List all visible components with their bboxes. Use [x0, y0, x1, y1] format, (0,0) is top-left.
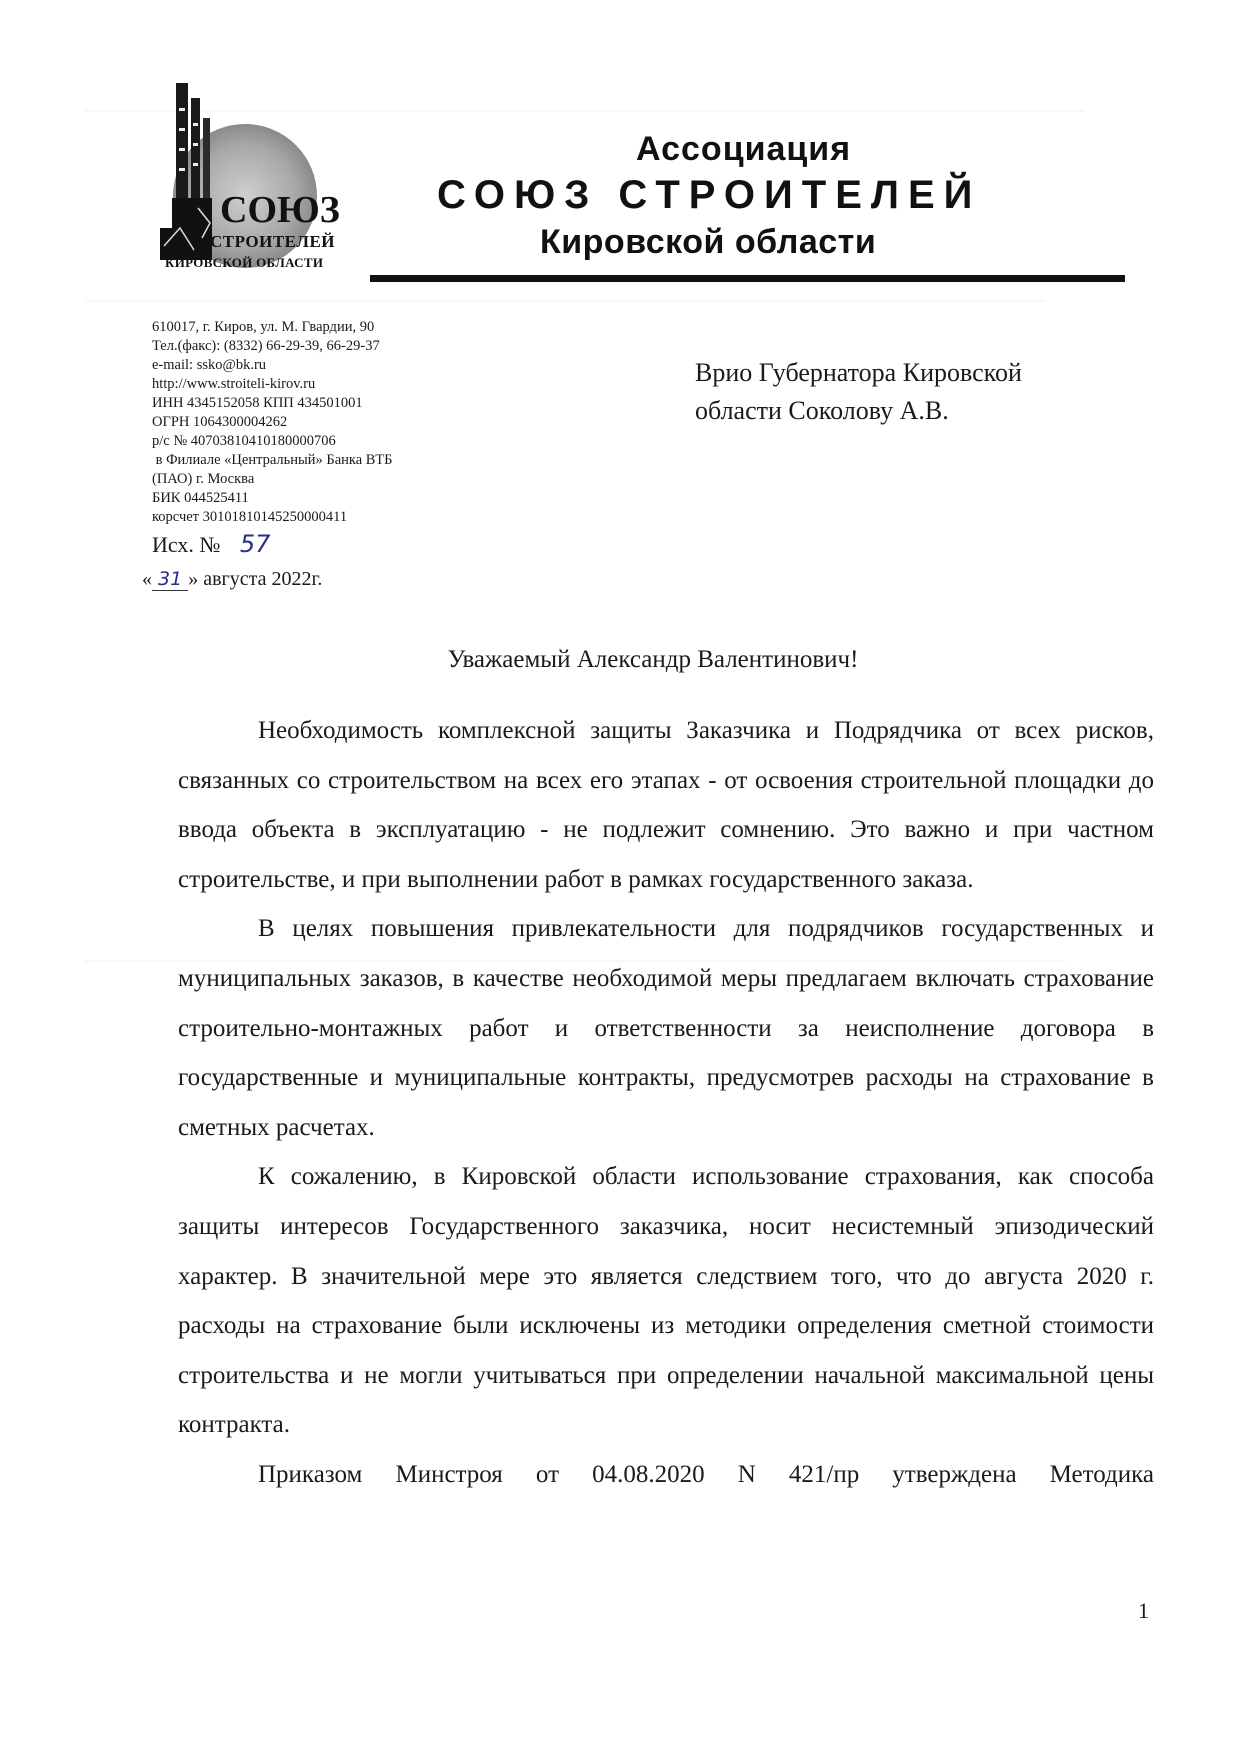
outgoing-number-label: Исх. №	[152, 532, 221, 557]
requisite-line: (ПАО) г. Москва	[152, 471, 255, 487]
requisite-line: ОГРН 1064300004262	[152, 414, 288, 430]
requisites-block	[152, 318, 392, 527]
requisite-line: e-mail: ssko@bk.ru	[152, 357, 267, 373]
date-open-quote: «	[142, 568, 152, 590]
body-paragraph: В целях повышения привлекательности для подрядчиков государственных и муниципальных заказов, в качестве необходимой меры предлагаем включать страхование строительно-монтажных работ и ответственности за неисполнение договора в государственные и муниципальные контракты, предусмотрев расходы на страхование в сметных расчетах.	[178, 915, 1154, 1141]
date-rest: » августа 2022г.	[188, 568, 323, 590]
page-number: 1	[1138, 1598, 1149, 1623]
letter-date	[142, 568, 322, 591]
outgoing-number-value: 57	[239, 530, 271, 558]
logo-word-region: КИРОВСКОЙ ОБЛАСТИ	[165, 255, 324, 270]
requisite-line: http://www.stroiteli-kirov.ru	[152, 376, 316, 392]
body-paragraph: Приказом Минстроя от 04.08.2020 N 421/пр утверждена Методика	[258, 1460, 1154, 1488]
requisite-line: ИНН 4345152058 КПП 434501001	[152, 395, 363, 411]
requisite-line: корсчет 30101810145250000411	[152, 509, 348, 525]
org-title-association: Ассоциация	[636, 130, 852, 168]
body-paragraph: Необходимость комплексной защиты Заказчика и Подрядчика от всех рисков, связанных со строительством на всех его этапах - от освоения строительной площадки до ввода объекта в эксплуатацию - не подлежит сомнению. Это важно и при частном строительстве, и при выполнении работ в рамках государственного заказа.	[178, 717, 1154, 893]
salutation: Уважаемый Александр Валентинович!	[447, 646, 859, 673]
date-day: 31	[152, 568, 188, 591]
requisite-line: 610017, г. Киров, ул. М. Гвардии, 90	[152, 319, 375, 335]
requisite-line: р/с № 40703810410180000706	[152, 433, 336, 449]
requisite-line: БИК 044525411	[152, 490, 249, 506]
org-title-region: Кировской области	[540, 223, 877, 261]
logo-word-union: СОЮЗ	[220, 189, 340, 231]
requisite-line: в Филиале «Центральный» Банка ВТБ	[152, 452, 393, 468]
addressee-block	[695, 354, 1022, 430]
header-divider	[370, 275, 1125, 282]
addressee-line-2: области Соколову А.В.	[695, 396, 949, 425]
org-title-union: СОЮЗ СТРОИТЕЛЕЙ	[437, 173, 982, 217]
body-paragraph: К сожалению, в Кировской области использование страхования, как способа защиты интересов Государственного заказчика, носит несистемный эпизодический характер. В значительной мере это является следствием того, что до августа 2020 г. расходы на страхование были исключены из методики определения сметной стоимости строительства и не могли учитываться при определении начальной максимальной цены контракта.	[178, 1163, 1154, 1439]
requisite-line: Тел.(факс): (8332) 66-29-39, 66-29-37	[152, 338, 380, 354]
letter-body	[178, 706, 1154, 1500]
addressee-line-1: Врио Губернатора Кировской	[695, 358, 1022, 387]
logo-word-builders: СТРОИТЕЛЕЙ	[210, 232, 336, 251]
outgoing-number	[152, 530, 270, 558]
